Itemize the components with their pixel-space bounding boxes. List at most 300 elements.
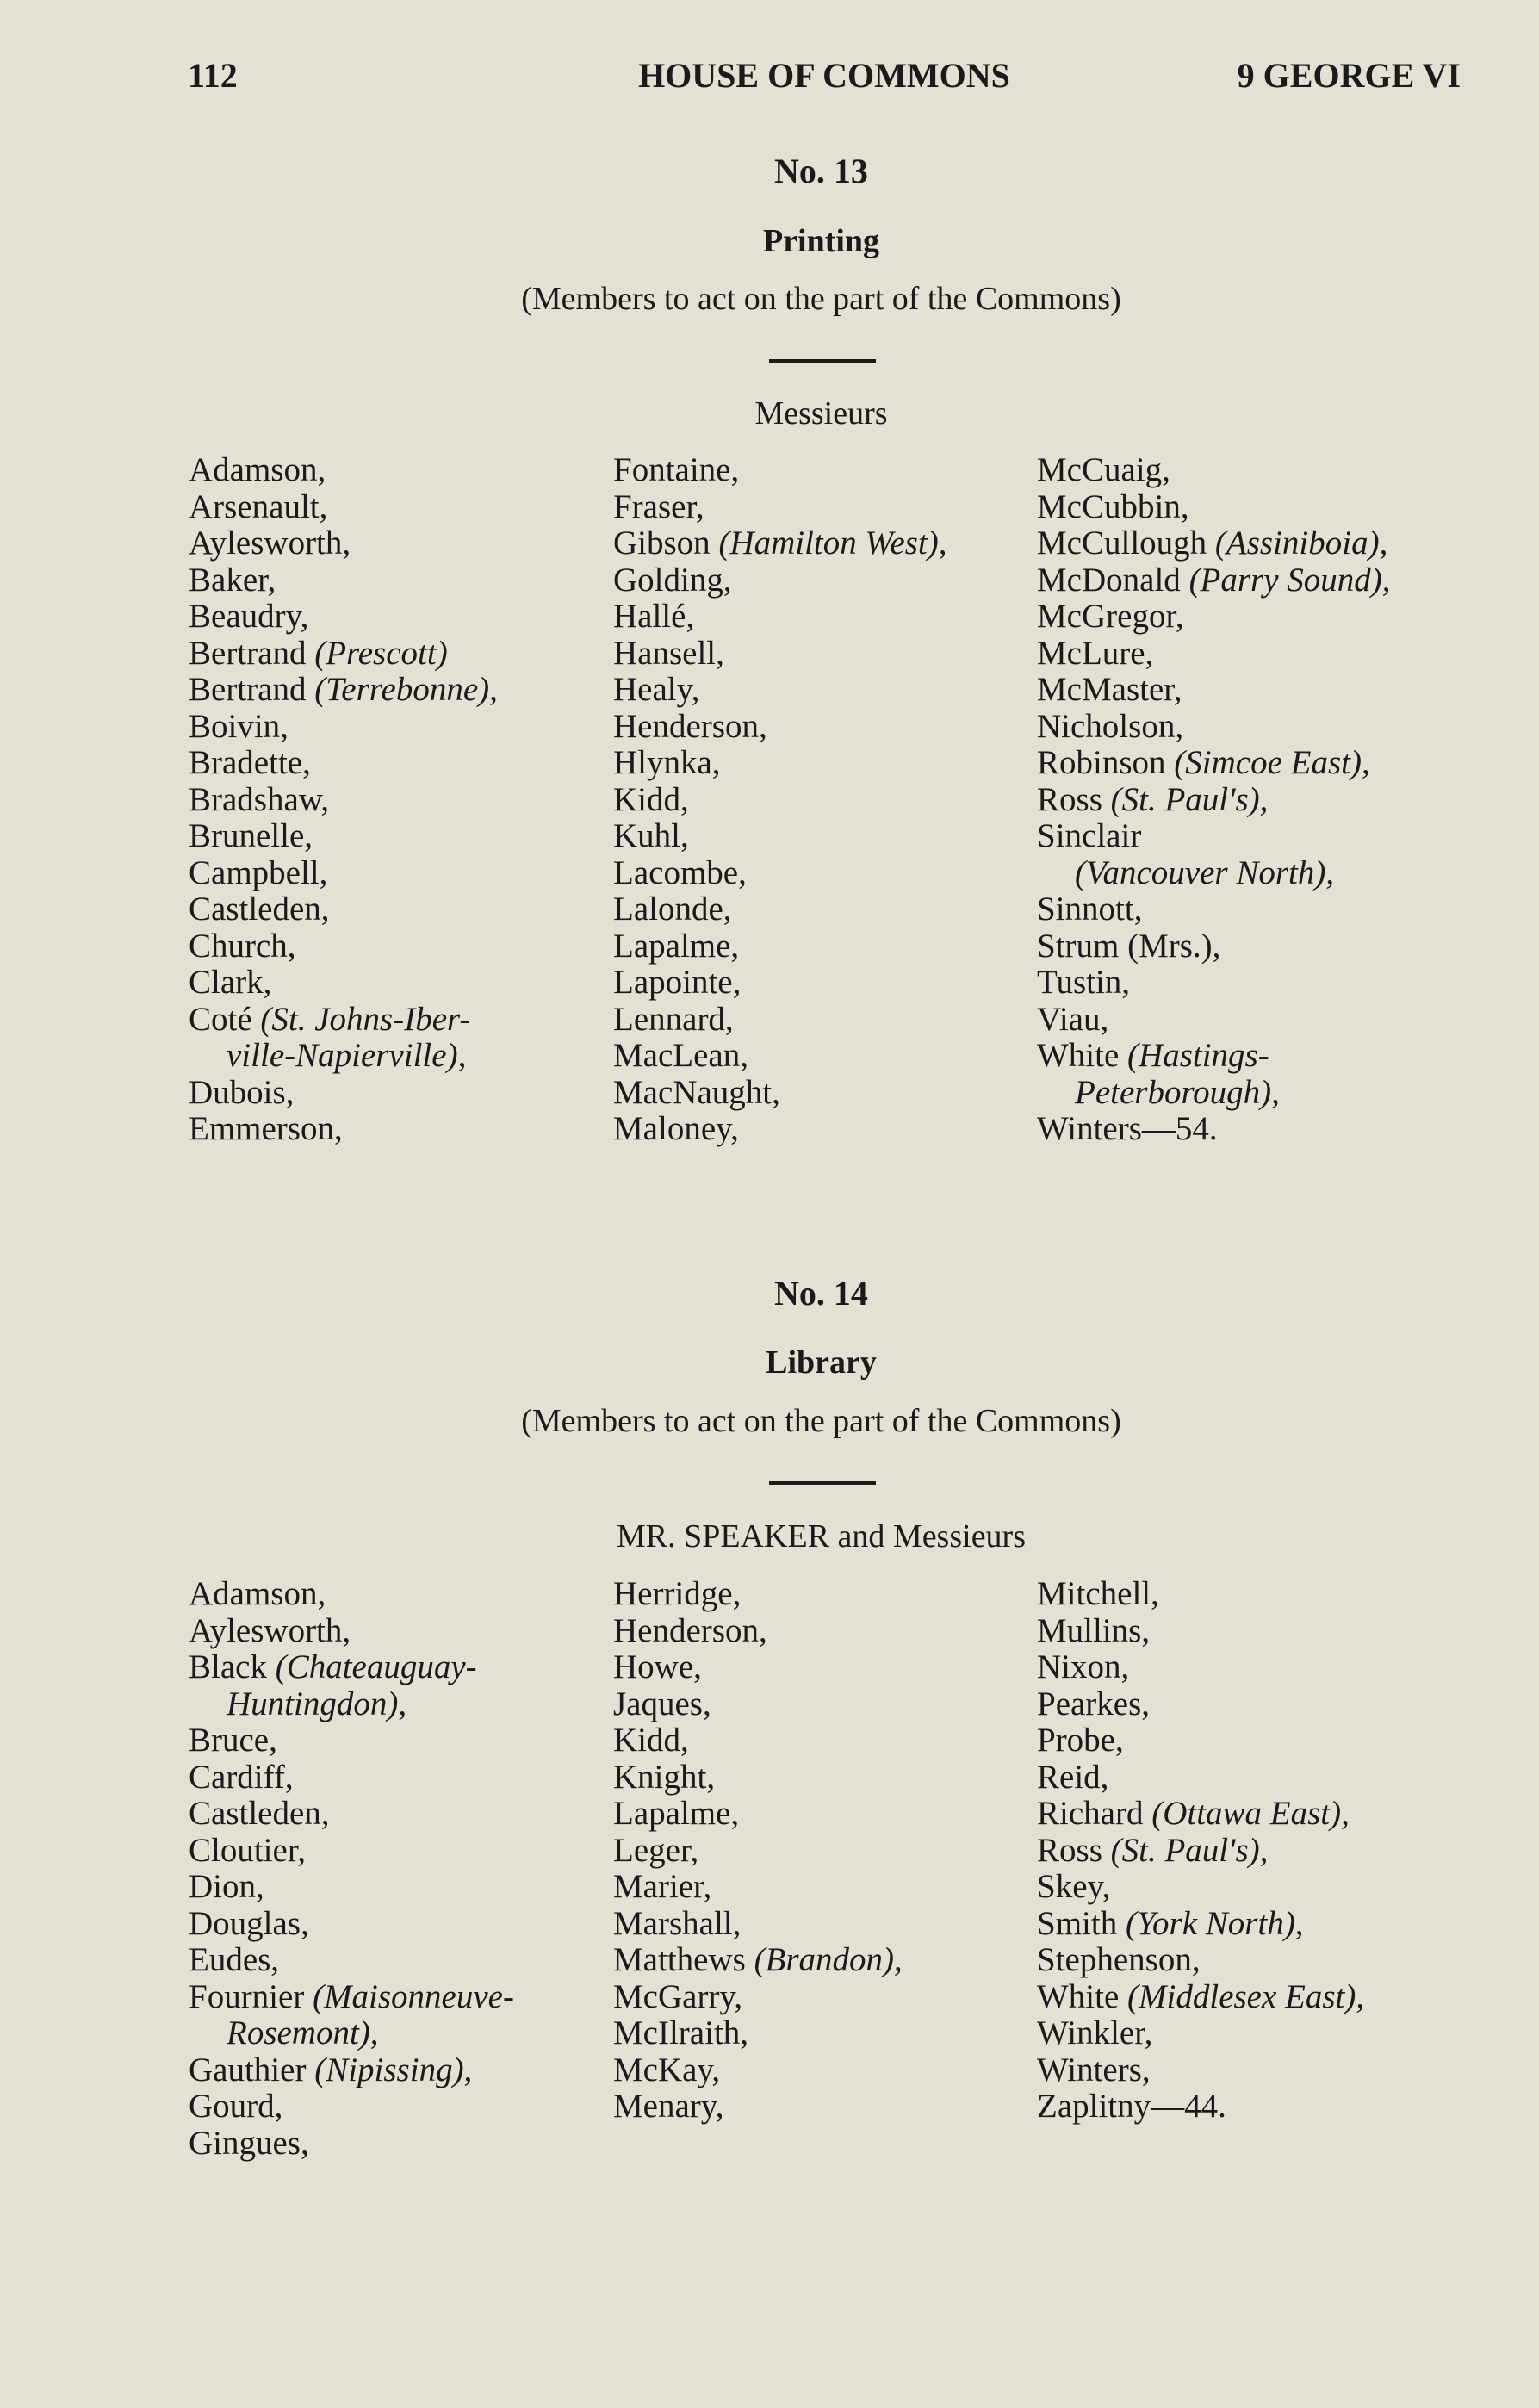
member-entry xyxy=(1037,891,1391,928)
member-name: Emmerson, xyxy=(189,1110,343,1147)
member-name: Mullins, xyxy=(1037,1611,1151,1649)
member-entry xyxy=(613,2052,903,2089)
member-entry xyxy=(1037,2052,1364,2089)
member-entry-text xyxy=(613,781,689,818)
member-entry-text xyxy=(1037,781,1268,818)
member-entry-text xyxy=(1037,2051,1151,2088)
member-entry xyxy=(613,1075,946,1112)
member-entry-text xyxy=(189,817,313,854)
member-entry-text xyxy=(1037,2014,1152,2051)
member-entry-text xyxy=(189,598,308,635)
member-name: McCubbin, xyxy=(1037,487,1189,525)
member-name: Castleden, xyxy=(189,891,330,928)
member-entry xyxy=(613,452,946,489)
member-entry-text xyxy=(1037,1868,1110,1905)
member-entry xyxy=(189,782,498,819)
page-number: 112 xyxy=(188,56,238,95)
section-divider xyxy=(769,359,876,363)
member-entry-text xyxy=(189,1941,279,1978)
member-constituency: (Hamilton West), xyxy=(718,524,947,562)
member-entry-text xyxy=(1037,744,1370,781)
member-entry xyxy=(613,599,946,636)
member-entry-text xyxy=(613,964,741,1001)
member-entry xyxy=(1037,1686,1364,1723)
member-entry xyxy=(1037,489,1391,526)
member-name: MacLean, xyxy=(613,1037,748,1074)
member-entry-text xyxy=(1037,488,1189,525)
member-constituency: Rosemont), xyxy=(227,2014,379,2051)
member-entry-text xyxy=(1037,1759,1108,1796)
member-entry-text xyxy=(189,488,327,525)
member-entry-text xyxy=(1037,928,1220,965)
member-constituency: (Nipissing), xyxy=(314,2051,473,2088)
member-name: Tustin, xyxy=(1037,964,1131,1001)
member-entry-text xyxy=(613,1832,698,1869)
member-entry xyxy=(189,1613,514,1650)
member-entry-text xyxy=(613,1905,741,1942)
member-entry-text xyxy=(613,1868,711,1905)
member-entry xyxy=(1037,1833,1364,1870)
member-name: McCullough xyxy=(1037,524,1215,562)
member-entry-text xyxy=(613,635,724,672)
running-head-reign: 9 GEORGE VI xyxy=(1237,56,1461,95)
member-entry xyxy=(613,891,946,928)
member-name: McDonald xyxy=(1037,561,1189,599)
member-entry-text xyxy=(189,671,498,708)
member-name: Probe, xyxy=(1037,1722,1124,1759)
member-entry xyxy=(613,1906,903,1943)
member-entry-text xyxy=(613,1648,702,1685)
member-entry xyxy=(1037,782,1391,819)
section-number: No. 13 xyxy=(774,152,868,190)
member-name: Bruce, xyxy=(189,1722,277,1759)
member-entry-text xyxy=(1037,671,1182,708)
member-name: Dubois, xyxy=(189,1073,295,1111)
member-entry-text xyxy=(1037,1037,1269,1074)
members-heading: Messieurs xyxy=(754,395,888,431)
member-entry-text xyxy=(1037,1001,1108,1038)
member-name: Jaques, xyxy=(613,1685,711,1722)
member-entry xyxy=(189,928,498,965)
member-entry-text xyxy=(189,708,289,745)
member-constituency: (Prescott) xyxy=(314,634,448,672)
member-name: Lennard, xyxy=(613,1000,734,1038)
member-entry xyxy=(1037,1869,1364,1906)
member-name: Adamson, xyxy=(189,451,326,488)
member-entry xyxy=(613,709,946,746)
member-constituency: (St. Paul's), xyxy=(1110,780,1269,818)
member-entry xyxy=(189,1576,514,1613)
member-entry xyxy=(1037,1906,1364,1943)
member-name: Herridge, xyxy=(613,1575,742,1612)
member-entry xyxy=(613,2015,903,2052)
member-entry xyxy=(189,1759,514,1797)
member-entry-text xyxy=(613,1759,715,1796)
member-entry-text xyxy=(613,1575,741,1612)
member-constituency: (Simcoe East), xyxy=(1174,744,1370,781)
member-name: Campbell, xyxy=(189,853,328,891)
member-name: Lapointe, xyxy=(613,964,742,1001)
member-column-1 xyxy=(189,1576,514,2162)
member-name: Black xyxy=(189,1648,276,1685)
member-name: Lacombe, xyxy=(613,853,747,891)
member-entry xyxy=(613,1111,946,1148)
member-entry xyxy=(613,2088,903,2126)
member-name: Baker, xyxy=(189,561,276,599)
member-name: Sinnott, xyxy=(1037,891,1143,928)
member-entry-text xyxy=(189,1001,470,1038)
member-name: Lalonde, xyxy=(613,891,732,928)
member-entry-text xyxy=(613,1941,903,1978)
member-name: Winters—54. xyxy=(1037,1110,1218,1147)
member-entry-text xyxy=(1037,891,1142,928)
section-number: No. 14 xyxy=(774,1274,868,1313)
member-entry-text xyxy=(613,1722,689,1759)
member-entry xyxy=(613,525,946,562)
member-entry-text xyxy=(1037,1905,1304,1942)
member-entry xyxy=(1037,1796,1364,1833)
member-entry-text xyxy=(189,928,296,965)
member-entry-text xyxy=(189,2051,472,2088)
member-entry xyxy=(189,489,498,526)
member-entry xyxy=(1037,1075,1391,1112)
member-name: Arsenault, xyxy=(189,487,328,525)
member-name: Maloney, xyxy=(613,1110,739,1147)
member-constituency: Peterborough), xyxy=(1075,1073,1280,1111)
member-entry-text xyxy=(189,1686,406,1723)
member-entry xyxy=(189,1075,498,1112)
member-entry xyxy=(1037,562,1391,599)
member-entry-text xyxy=(189,964,271,1001)
member-name: Kuhl, xyxy=(613,817,689,854)
member-entry xyxy=(1037,1649,1364,1686)
member-entry xyxy=(189,1869,514,1906)
member-name: Richard xyxy=(1037,1795,1152,1832)
member-entry-text xyxy=(189,1110,343,1147)
member-entry-text xyxy=(189,2015,379,2052)
member-name: Howe, xyxy=(613,1648,702,1685)
member-name: White xyxy=(1037,1037,1128,1074)
member-entry xyxy=(189,452,498,489)
member-name: Hallé, xyxy=(613,598,695,635)
member-entry xyxy=(613,782,946,819)
member-entry-text xyxy=(1037,708,1183,745)
member-column-1 xyxy=(189,452,498,1148)
member-entry-text xyxy=(189,1978,514,2015)
member-name: Skey, xyxy=(1037,1868,1111,1905)
member-entry xyxy=(613,1613,903,1650)
member-name: Sinclair xyxy=(1037,817,1142,854)
member-entry-text xyxy=(613,671,699,708)
member-entry xyxy=(1037,1613,1364,1650)
section-subtitle: (Members to act on the part of the Commons) xyxy=(521,281,1121,317)
member-name: Marier, xyxy=(613,1868,712,1905)
member-entry-text xyxy=(613,1612,767,1649)
member-name: Coté xyxy=(189,1000,261,1038)
member-entry xyxy=(613,745,946,782)
member-entry-text xyxy=(613,488,704,525)
member-constituency: (Terrebonne), xyxy=(314,671,498,708)
member-name: Cloutier, xyxy=(189,1831,307,1869)
member-entry xyxy=(189,745,498,782)
member-entry xyxy=(1037,2015,1364,2052)
member-entry xyxy=(613,1722,903,1759)
member-name: Marshall, xyxy=(613,1904,742,1942)
member-entry xyxy=(189,599,498,636)
member-entry xyxy=(189,672,498,709)
member-entry-text xyxy=(189,1722,277,1759)
member-entry-text xyxy=(1037,1941,1201,1978)
member-constituency: (York North), xyxy=(1125,1904,1304,1942)
member-entry-text xyxy=(613,524,946,562)
member-entry xyxy=(189,2126,514,2163)
member-name: Robinson xyxy=(1037,744,1175,781)
member-entry-text xyxy=(1037,1978,1364,2015)
member-column-2 xyxy=(613,452,946,1148)
member-entry xyxy=(1037,1576,1364,1613)
member-name: Bertrand xyxy=(189,671,315,708)
member-entry xyxy=(1037,525,1391,562)
member-entry-text xyxy=(189,1759,294,1796)
member-name: McMaster, xyxy=(1037,671,1182,708)
member-entry-text xyxy=(613,1037,748,1074)
member-entry xyxy=(189,855,498,892)
member-entry xyxy=(1037,1722,1364,1759)
member-name: Gourd, xyxy=(189,2088,283,2125)
member-name: Henderson, xyxy=(613,1611,767,1649)
member-entry-text xyxy=(189,891,330,928)
member-name: Lapalme, xyxy=(613,1795,740,1832)
member-entry-text xyxy=(1037,2088,1226,2125)
member-entry xyxy=(613,1759,903,1797)
member-name: McGregor, xyxy=(1037,598,1184,635)
member-entry-text xyxy=(613,2014,748,2051)
member-entry-text xyxy=(613,744,721,781)
member-entry xyxy=(1037,1002,1391,1039)
member-entry xyxy=(1037,636,1391,673)
member-entry xyxy=(189,1906,514,1943)
member-entry xyxy=(1037,928,1391,965)
member-entry xyxy=(613,1869,903,1906)
member-name: Winkler, xyxy=(1037,2014,1153,2051)
member-entry xyxy=(613,672,946,709)
member-name: Beaudry, xyxy=(189,598,309,635)
member-entry-text xyxy=(1037,1612,1150,1649)
member-name: Bradette, xyxy=(189,744,311,781)
member-name: White xyxy=(1037,1977,1128,2015)
member-entry xyxy=(189,562,498,599)
member-name: Menary, xyxy=(613,2088,724,2125)
member-entry-text xyxy=(1037,1722,1124,1759)
member-entry-text xyxy=(189,2088,282,2125)
member-entry xyxy=(1037,1759,1364,1797)
member-entry xyxy=(1037,1942,1364,1979)
member-entry-text xyxy=(613,1978,742,2015)
member-entry xyxy=(613,562,946,599)
member-entry-text xyxy=(1037,598,1184,635)
member-name: MacNaught, xyxy=(613,1073,780,1111)
member-entry-text xyxy=(613,2088,724,2125)
member-entry-text xyxy=(1037,524,1387,562)
member-name: Kidd, xyxy=(613,780,689,818)
member-entry xyxy=(613,1979,903,2016)
member-name: Hlynka, xyxy=(613,744,721,781)
member-name: Gauthier xyxy=(189,2051,315,2088)
member-entry xyxy=(189,965,498,1002)
member-name: Nixon, xyxy=(1037,1648,1130,1685)
member-constituency: Huntingdon), xyxy=(227,1685,407,1722)
member-entry-text xyxy=(613,451,739,488)
member-name: Dion, xyxy=(189,1868,264,1905)
member-entry-text xyxy=(189,1612,351,1649)
member-name: Fournier xyxy=(189,1977,313,2015)
member-constituency: (Middlesex East), xyxy=(1127,1977,1365,2015)
member-name: Strum (Mrs.), xyxy=(1037,927,1221,965)
member-entry-text xyxy=(613,1795,739,1832)
member-name: McKay, xyxy=(613,2051,721,2088)
member-entry-text xyxy=(189,1648,477,1685)
member-constituency: ville-Napierville), xyxy=(227,1037,467,1074)
member-name: Bertrand xyxy=(189,634,315,672)
member-entry xyxy=(613,1038,946,1075)
member-entry xyxy=(613,1686,903,1723)
member-entry xyxy=(189,818,498,855)
member-name: Viau, xyxy=(1037,1000,1109,1038)
member-name: Henderson, xyxy=(613,707,767,745)
member-name: Ross xyxy=(1037,780,1111,818)
member-name: Fraser, xyxy=(613,487,704,525)
member-name: Stephenson, xyxy=(1037,1941,1201,1978)
member-entry xyxy=(1037,2088,1364,2126)
member-name: Matthews xyxy=(613,1941,754,1978)
member-entry xyxy=(1037,1038,1391,1075)
member-entry xyxy=(1037,1111,1391,1148)
member-entry-text xyxy=(189,635,448,672)
member-entry xyxy=(613,1649,903,1686)
member-column-3 xyxy=(1037,452,1391,1148)
member-entry xyxy=(1037,599,1391,636)
member-entry xyxy=(613,489,946,526)
section-divider xyxy=(769,1481,876,1485)
member-entry xyxy=(613,818,946,855)
member-entry xyxy=(613,1942,903,1979)
member-entry xyxy=(613,1833,903,1870)
section-title: Printing xyxy=(762,223,880,259)
member-entry xyxy=(189,1722,514,1759)
member-entry-text xyxy=(613,817,689,854)
member-entry-text xyxy=(1037,817,1141,854)
member-entry xyxy=(189,2088,514,2126)
member-entry-text xyxy=(613,854,747,891)
member-entry-text xyxy=(1037,1795,1350,1832)
member-entry-text xyxy=(613,1110,739,1147)
member-constituency: (St. Johns-Iber- xyxy=(260,1000,471,1038)
member-name: Nicholson, xyxy=(1037,707,1184,745)
member-entry-text xyxy=(1037,1575,1159,1612)
member-entry-text xyxy=(189,1795,330,1832)
member-name: Golding, xyxy=(613,561,732,599)
member-entry xyxy=(613,636,946,673)
member-entry xyxy=(189,1038,498,1075)
section-subtitle: (Members to act on the part of the Commons) xyxy=(521,1403,1121,1439)
member-name: Boivin, xyxy=(189,707,289,745)
member-name: Aylesworth, xyxy=(189,1611,351,1649)
member-name: Castleden, xyxy=(189,1795,330,1832)
member-name: Mitchell, xyxy=(1037,1575,1159,1612)
member-name: Aylesworth, xyxy=(189,524,351,562)
member-constituency: (Ottawa East), xyxy=(1151,1795,1350,1832)
member-entry-text xyxy=(1037,1832,1268,1869)
member-column-2 xyxy=(613,1576,903,2126)
member-name: Smith xyxy=(1037,1904,1126,1942)
member-entry-text xyxy=(189,1074,294,1111)
member-constituency: (Maisonneuve- xyxy=(313,1977,514,2015)
member-entry xyxy=(613,1002,946,1039)
member-name: Zaplitny—44. xyxy=(1037,2088,1226,2125)
member-name: Clark, xyxy=(189,964,272,1001)
member-name: Healy, xyxy=(613,671,700,708)
member-constituency: (St. Paul's), xyxy=(1110,1831,1269,1869)
member-entry xyxy=(189,636,498,673)
member-entry-text xyxy=(613,1074,780,1111)
member-name: Leger, xyxy=(613,1831,699,1869)
member-name: Hansell, xyxy=(613,634,724,672)
member-entry-text xyxy=(189,1038,466,1075)
member-name: Fontaine, xyxy=(613,451,740,488)
section-title: Library xyxy=(766,1344,877,1381)
member-entry-text xyxy=(613,928,739,965)
member-entry xyxy=(613,855,946,892)
member-entry-text xyxy=(1037,562,1391,599)
member-entry-text xyxy=(1037,1075,1280,1112)
member-name: Kidd, xyxy=(613,1722,689,1759)
member-name: McGarry, xyxy=(613,1977,743,2015)
member-entry xyxy=(613,1576,903,1613)
member-column-3 xyxy=(1037,1576,1364,2126)
member-entry-text xyxy=(189,1575,326,1612)
member-entry xyxy=(1037,855,1391,892)
member-entry xyxy=(189,2052,514,2089)
member-entry xyxy=(613,928,946,965)
member-entry xyxy=(189,1649,514,1686)
running-head-title: HOUSE OF COMMONS xyxy=(638,56,1010,95)
member-entry-text xyxy=(1037,1685,1150,1722)
member-name: Ross xyxy=(1037,1831,1111,1869)
member-entry xyxy=(189,525,498,562)
member-name: Church, xyxy=(189,927,296,965)
member-entry xyxy=(189,1942,514,1979)
member-constituency: (Assiniboia), xyxy=(1214,524,1388,562)
member-entry-text xyxy=(613,598,694,635)
member-constituency: (Vancouver North), xyxy=(1075,853,1335,891)
member-name: Eudes, xyxy=(189,1941,280,1978)
member-name: Gibson xyxy=(613,524,719,562)
member-constituency: (Parry Sound), xyxy=(1188,561,1391,599)
members-heading: MR. SPEAKER and Messieurs xyxy=(616,1518,1027,1555)
member-entry-text xyxy=(189,781,329,818)
member-entry xyxy=(1037,1979,1364,2016)
member-constituency: (Brandon), xyxy=(754,1941,903,1978)
member-constituency: (Chateauguay- xyxy=(275,1648,477,1685)
member-entry xyxy=(1037,818,1391,855)
member-name: Cardiff, xyxy=(189,1758,294,1796)
member-entry-text xyxy=(189,562,276,599)
member-entry-text xyxy=(613,1001,734,1038)
member-name: McCuaig, xyxy=(1037,451,1170,488)
member-name: McLure, xyxy=(1037,634,1154,672)
member-entry xyxy=(189,1979,514,2016)
member-entry-text xyxy=(189,854,327,891)
